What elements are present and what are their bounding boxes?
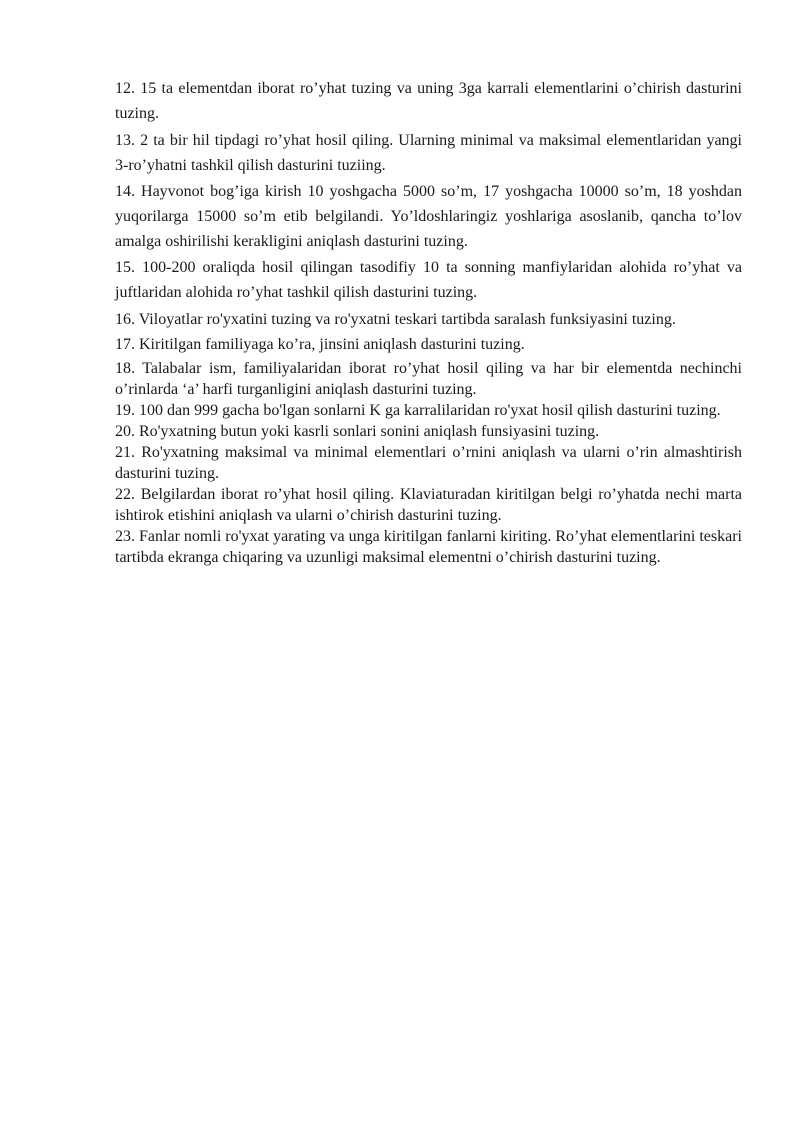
task-item-18: 18. Talabalar ism, familiyalaridan iborat ro’yhat hosil qiling va har bir elementda nechinchi o’rinlarda ‘a’ harfi turganligini aniqlash dasturini tuzing. (115, 360, 742, 398)
task-item-17: 17. Kiritilgan familiyaga ko’ra, jinsini aniqlash dasturini tuzing. (115, 336, 525, 353)
task-item-21: 21. Ro'yxatning maksimal va minimal elementlari o’rnini aniqlash va ularni o’rin almashtirish dasturini tuzing. (115, 444, 742, 482)
task-item-20: 20. Ro'yxatning butun yoki kasrli sonlari sonini aniqlash funsiyasini tuzing. (115, 423, 600, 440)
task-item-22: 22. Belgilardan iborat ro’yhat hosil qiling. Klaviaturadan kiritilgan belgi ro’yhatda nechi marta ishtirok etishini aniqlash va ularni o’chirish dasturini tuzing. (115, 486, 742, 524)
task-item-19: 19. 100 dan 999 gacha bo'lgan sonlarni K ga karralilaridan ro'yxat hosil qilish dasturini tuzing. (115, 402, 721, 419)
task-item-14: 14. Hayvonot bog’iga kirish 10 yoshgacha 5000 so’m, 17 yoshgacha 10000 so’m, 18 yoshdan yuqorilarga 15000 so’m etib belgilandi. Yo’ldoshlaringiz yoshlariga asoslanib, qancha to’lov amalga oshirilishi kerakligini aniqlash dasturini tuzing. (115, 183, 742, 250)
document-page (115, 76, 742, 568)
task-item-13: 13. 2 ta bir hil tipdagi ro’yhat hosil qiling. Ularning minimal va maksimal elementlaridan yangi 3-ro’yhatni tashkil qilish dasturini tuziing. (115, 132, 742, 174)
task-item-15: 15. 100-200 oraliqda hosil qilingan tasodifiy 10 ta sonning manfiylaridan alohida ro’yhat va juftlaridan alohida ro’yhat tashkil qilish dasturini tuzing. (115, 259, 742, 301)
task-item-23: 23. Fanlar nomli ro'yxat yarating va unga kiritilgan fanlarni kiriting. Ro’yhat elementlarini teskari tartibda ekranga chiqaring va uzunligi maksimal elementni o’chirish dasturini tuzing. (115, 528, 742, 566)
task-item-16: 16. Viloyatlar ro'yxatini tuzing va ro'yxatni teskari tartibda saralash funksiyasini tuzing. (115, 311, 676, 328)
task-item-12: 12. 15 ta elementdan iborat ro’yhat tuzing va uning 3ga karrali elementlarini o’chirish dasturini tuzing. (115, 80, 742, 122)
